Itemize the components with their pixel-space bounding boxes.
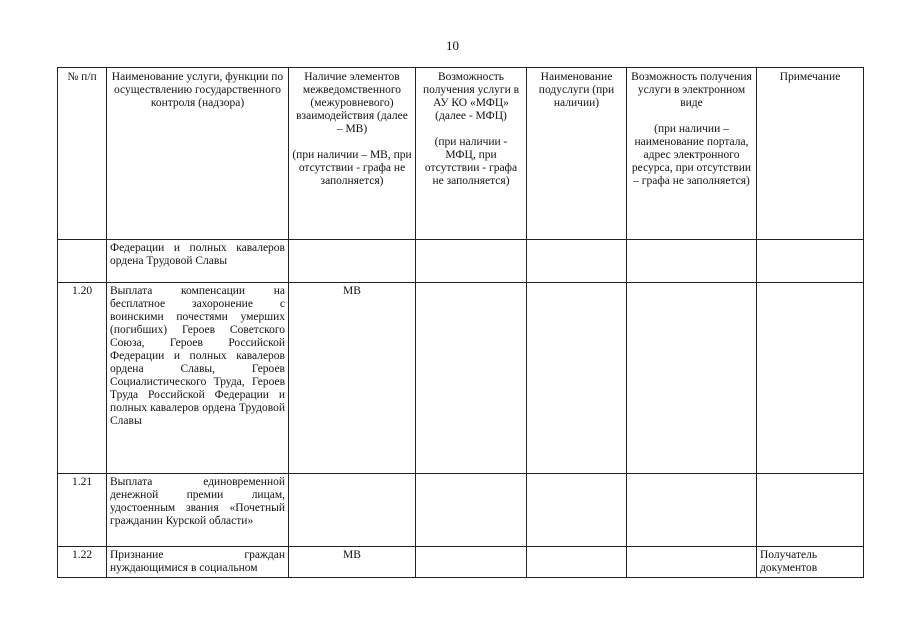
cell-interagency: МВ [289, 283, 416, 474]
cell-subservice [527, 283, 627, 474]
cell-service-name: Федерации и полных кавалеров ордена Трудовой Славы [107, 240, 289, 283]
header-note-text: (при наличии - МФЦ, при отсутствии - графа не заполняется) [424, 136, 518, 187]
services-table [57, 67, 864, 578]
page-number: 10 [446, 38, 459, 53]
cell-number: 1.22 [58, 547, 107, 578]
header-note-text: (при наличии – наименование портала, адрес электронного ресурса, при отсутствии – графа не заполняется) [631, 123, 752, 187]
cell-interagency [289, 474, 416, 547]
cell-number: 1.21 [58, 474, 107, 547]
cell-interagency: МВ [289, 547, 416, 578]
cell-electronic [627, 283, 757, 474]
cell-electronic [627, 547, 757, 578]
cell-subservice [527, 547, 627, 578]
header-subservice [527, 68, 627, 240]
header-text: Возможность получения услуги в электронном виде [631, 71, 752, 109]
cell-electronic [627, 240, 757, 283]
cell-mfc [416, 240, 527, 283]
header-text: № п/п [67, 71, 97, 83]
cell-mfc [416, 283, 527, 474]
header-interagency [289, 68, 416, 240]
header-electronic [627, 68, 757, 240]
header-text: Примечание [779, 71, 841, 83]
cell-number [58, 240, 107, 283]
header-mfc [416, 68, 527, 240]
cell-service-name: Выплата единовременной денежной премии лицам, удостоенным звания «Почетный гражданин Курской области» [107, 474, 289, 547]
table-row [58, 240, 864, 283]
table-header-row [58, 68, 864, 240]
cell-service-name: Выплата компенсации на бесплатное захоронение с воинскими почестями умерших (погибших) Героев Советского Союза, Героев Российской Федерации и полных кавалеров ордена Славы, Героев Социалистического Труда, Героев Труда Российской Федерации и полных кавалеров ордена Трудовой Славы [107, 283, 289, 474]
table-row [58, 474, 864, 547]
cell-number: 1.20 [58, 283, 107, 474]
header-row-number [58, 68, 107, 240]
cell-service-name: Признание граждан нуждающимися в социальном [107, 547, 289, 578]
header-text: Возможность получения услуги в АУ КО «МФЦ» (далее - МФЦ) [422, 71, 520, 122]
cell-interagency [289, 240, 416, 283]
cell-note [757, 240, 864, 283]
cell-mfc [416, 547, 527, 578]
cell-note [757, 283, 864, 474]
header-note [757, 68, 864, 240]
cell-subservice [527, 240, 627, 283]
cell-note: Получатель документов [757, 547, 864, 578]
cell-subservice [527, 474, 627, 547]
header-note-text: (при наличии – МВ, при отсутствии - графа не заполняется) [292, 149, 412, 187]
table-row [58, 547, 864, 578]
header-text: Наименование услуги, функции по осуществлению государственного контроля (надзора) [111, 71, 284, 109]
cell-note [757, 474, 864, 547]
table-row [58, 283, 864, 474]
header-service-name [107, 68, 289, 240]
header-text: Наличие элементов межведомственного (межуровневого) взаимодействия (далее – МВ) [296, 71, 408, 135]
cell-mfc [416, 474, 527, 547]
cell-electronic [627, 474, 757, 547]
header-text: Наименование подуслуги (при наличии) [538, 71, 615, 109]
